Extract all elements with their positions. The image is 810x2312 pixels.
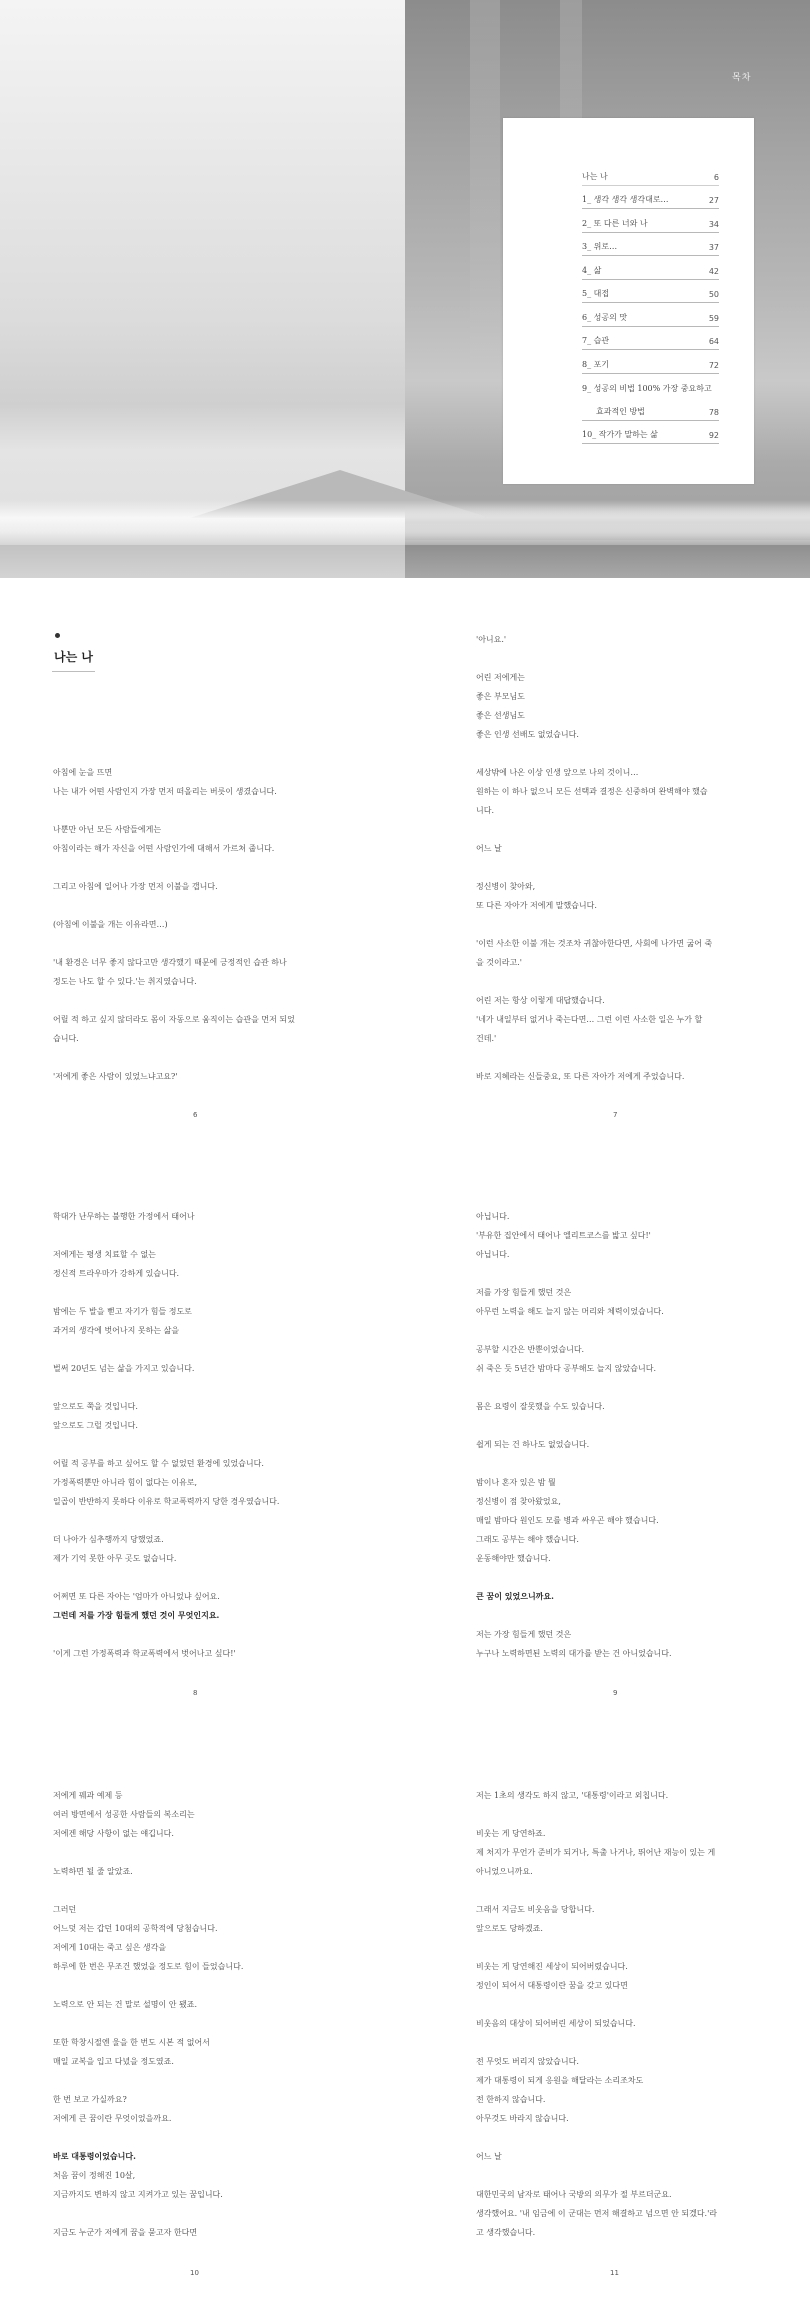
page-number-9: 9 (613, 1689, 618, 1697)
paragraph (476, 2185, 717, 2242)
text-line: 저에게 꿰과 예제 등 (53, 1791, 123, 1800)
paragraph (53, 1454, 279, 1511)
text-line: 비웃는 게 당연해진 세상이 되어버렸습니다. (476, 1962, 628, 1971)
text-line: 건데.' (476, 1034, 497, 1043)
text-line: 정인이 되어서 대통령이란 꿈을 갖고 있다면 (476, 1981, 628, 1990)
text-line: 세상밖에 나온 이상 인생 앞으로 나의 것이니… (476, 768, 639, 777)
text-line: 비웃는 게 당연하죠. (476, 1829, 546, 1838)
toc-heading: 목차 (732, 73, 752, 83)
paragraph (476, 1397, 672, 1416)
light-ray (470, 0, 500, 380)
text-line: 제가 대통령이 되게 응원을 해달라는 소리조차도 (476, 2076, 644, 2085)
paragraph (53, 915, 295, 934)
text-line: 좋은 부모님도 (476, 692, 525, 701)
text-line: 누구나 노력하면된 노력의 대가를 받는 건 아니었습니다. (476, 1649, 672, 1658)
toc-item-page: 27 (708, 196, 719, 205)
paragraph (476, 839, 712, 858)
paragraph (53, 2147, 243, 2204)
paragraph (476, 934, 712, 972)
toc-item[interactable] (582, 209, 719, 233)
text-line: 어쩌면 또 다른 자아는 '엄마가 아니었냐 싶어요. (53, 1592, 220, 1601)
text-line: 큰 꿈이 있었으니까요. (476, 1591, 554, 1601)
paragraph (476, 877, 712, 915)
page-6-body (53, 763, 295, 1086)
paragraph (53, 1397, 279, 1435)
text-line: 어느 날 (476, 844, 502, 853)
toc-item-title: 4_ 삶 (582, 265, 602, 275)
paragraph (53, 1644, 279, 1663)
paragraph (476, 1340, 672, 1378)
toc-item-page: 72 (708, 360, 719, 370)
text-line: 저에게 10대는 죽고 싶은 생각을 (53, 1943, 167, 1952)
paragraph (476, 1435, 672, 1454)
text-line: 아닙니다. (476, 1250, 510, 1259)
toc-item[interactable] (582, 280, 719, 304)
paragraph (53, 1900, 243, 1976)
toc-item-page: 37 (708, 243, 719, 252)
text-line: 여러 방면에서 성공한 사람들의 복소리는 (53, 1810, 195, 1819)
text-line: '내 환경은 너무 좋지 않다고만 생각했기 때문에 긍정적인 습관 하나 (53, 958, 287, 967)
text-line: 바로 대통령이었습니다. (53, 2151, 136, 2161)
paragraph (476, 2014, 717, 2033)
text-line: 아침이라는 해가 자신을 어떤 사람인가에 대해서 가르쳐 줍니다. (53, 844, 275, 853)
text-line: (아침에 이불을 개는 이유라면…) (53, 920, 168, 929)
toc-item[interactable] (582, 303, 719, 327)
text-line: 몸은 요령이 잘못했을 수도 있습니다. (476, 1402, 605, 1411)
text-line: 처음 꿈이 정해진 10살, (53, 2171, 136, 2180)
text-line: 정도는 나도 할 수 있다.'는 취지였습니다. (53, 977, 197, 986)
toc-item[interactable] (582, 350, 719, 374)
text-line: 어린 저에게는 (476, 673, 525, 682)
toc-item[interactable] (582, 256, 719, 280)
text-line: 매일 밤마다 원인도 모를 병과 싸우곤 해야 했습니다. (476, 1516, 659, 1525)
page-number-8: 8 (193, 1689, 198, 1697)
text-line: 그리고 아침에 일어나 가장 먼저 이불을 갭니다. (53, 882, 218, 891)
paragraph (53, 1530, 279, 1568)
text-line: 지금도 누군가 저에게 꿈을 묻고자 한다면 (53, 2228, 198, 2237)
text-line: 또한 학창시절엔 울을 한 번도 시본 적 없어서 (53, 2038, 210, 2047)
paragraph (476, 2147, 717, 2166)
text-line: 정신병이 찾아와, (476, 882, 536, 891)
text-line: 정신적 트라우마가 강하게 있습니다. (53, 1269, 180, 1278)
paragraph (53, 1587, 279, 1625)
paragraph (53, 1010, 295, 1048)
paragraph (53, 2223, 243, 2242)
chapter-bullet-icon (55, 633, 60, 638)
paragraph (476, 1786, 717, 1805)
text-line: '아니요.' (476, 635, 507, 644)
toc-item-page: 50 (708, 290, 719, 299)
text-line: 운동해야만 했습니다. (476, 1554, 551, 1563)
toc-item-page: 78 (708, 407, 719, 417)
paragraph (476, 1283, 672, 1321)
text-line: 매일 교복을 입고 다녔을 정도였죠. (53, 2057, 174, 2066)
table-of-contents (582, 162, 719, 444)
paragraph (53, 1302, 279, 1340)
paragraph (53, 953, 295, 991)
paragraph (53, 2090, 243, 2128)
cloud-sea-right (405, 505, 810, 540)
text-line: 어릴 적 공부를 하고 싶어도 할 수 없었던 환경에 있었습니다. (53, 1459, 264, 1468)
paragraph (476, 991, 712, 1048)
toc-item-page: 42 (708, 266, 719, 276)
paragraph (53, 1067, 295, 1086)
paragraph (476, 1625, 672, 1663)
toc-item[interactable] (582, 233, 719, 257)
toc-item[interactable] (582, 421, 719, 445)
paragraph (476, 1900, 717, 1938)
toc-item[interactable] (582, 162, 719, 186)
page-number-7: 7 (613, 1111, 618, 1119)
text-line: 일곱이 반반하지 못하다 이유로 학교폭력까지 당한 경우였습니다. (53, 1497, 280, 1506)
text-line: 대한민국의 남자로 태어나 국방의 의무가 절 부르더군요. (476, 2190, 672, 2199)
toc-item-page: 6 (713, 172, 719, 182)
text-line: 아닙니다. (476, 1212, 510, 1221)
text-line: 고 생각했습니다. (476, 2228, 536, 2237)
paragraph (53, 1862, 243, 1881)
text-line: 그래도 공부는 해야 했습니다. (476, 1535, 579, 1544)
text-line: 과거의 생각에 벗어나지 못하는 삶을 (53, 1326, 180, 1335)
text-line: 학대가 난무하는 불행한 가정에서 태어나 (53, 1212, 195, 1221)
text-line: 노력으로 안 되는 건 말로 설명이 안 됐죠. (53, 2000, 197, 2009)
text-line: 노력하면 될 줄 알았죠. (53, 1867, 133, 1876)
toc-item-title: 2_ 또 다른 너와 나 (582, 218, 648, 228)
toc-item-title: 5_ 대접 (582, 289, 610, 298)
paragraph (476, 2052, 717, 2128)
horizon-right (405, 545, 810, 578)
paragraph (476, 763, 712, 820)
text-line: 저를 가장 힘들게 했던 것은 (476, 1288, 572, 1297)
paragraph (476, 1824, 717, 1881)
toc-item-title: 효과적인 방법 (596, 406, 645, 416)
toc-item-title: 9_ 성공의 비법 100% 가장 중요하고 (582, 384, 712, 393)
chapter-title: 나는 나 (52, 648, 95, 672)
paragraph (53, 1995, 243, 2014)
text-line: 그래서 지금도 비웃음을 당합니다. (476, 1905, 595, 1914)
toc-item-page: 34 (708, 219, 719, 229)
text-line: 좋은 인생 선배도 없었습니다. (476, 730, 579, 739)
toc-item-page: 64 (708, 337, 719, 346)
toc-item-page: 92 (708, 431, 719, 440)
text-line: '부유한 집안에서 태어나 엘리트코스를 밟고 싶다!' (476, 1231, 651, 1240)
text-line: 밤이나 혼자 있은 밤 뭘 (476, 1478, 556, 1487)
paragraph (476, 1207, 672, 1264)
toc-item-title: 6_ 성공의 맛 (582, 312, 628, 322)
paragraph (53, 2033, 243, 2071)
text-line: 아침에 눈을 뜨면 (53, 768, 113, 777)
page-number-6: 6 (193, 1111, 198, 1119)
text-line: 그러던 (53, 1905, 77, 1914)
text-line: 벌써 20년도 넘는 삶을 가지고 있습니다. (53, 1364, 195, 1373)
text-line: 니다. (476, 806, 494, 815)
text-line: 저에겐 해당 사항이 없는 얘깁니다. (53, 1829, 174, 1838)
page-10-body (53, 1786, 243, 2242)
page-11-body (476, 1786, 717, 2242)
paragraph (476, 1587, 672, 1606)
toc-item-title: 10_ 작가가 말하는 삶 (582, 430, 658, 439)
toc-item-title: 나는 나 (582, 171, 608, 181)
text-line: 원하는 이 하나 없으니 모든 선택과 결정은 신중하며 완벽해야 했습 (476, 787, 708, 796)
text-line: 또 다른 자아가 저에게 말했습니다. (476, 901, 597, 910)
toc-item[interactable] (582, 374, 719, 398)
paragraph (476, 630, 712, 649)
text-line: 제가 기억 못한 아무 곳도 없습니다. (53, 1554, 177, 1563)
text-line: 쉽게 되는 건 하나도 없었습니다. (476, 1440, 590, 1449)
paragraph (53, 763, 295, 801)
text-line: 어느 날 (476, 2152, 502, 2161)
paragraph (53, 1786, 243, 1843)
paragraph (53, 820, 295, 858)
text-line: 아니었으니까요. (476, 1867, 533, 1876)
toc-item-title: 3_ 위로… (582, 242, 618, 251)
paragraph (476, 668, 712, 744)
text-line: 앞으로도 그럴 것입니다. (53, 1421, 138, 1430)
text-line: 지금까지도 변하지 않고 지켜가고 있는 꿈입니다. (53, 2190, 223, 2199)
text-line: 바로 지혜라는 신들중요, 또 다른 자아가 저에게 주었습니다. (476, 1072, 685, 1081)
toc-item[interactable] (582, 397, 719, 421)
text-line: 전 무엇도 버리지 않았습니다. (476, 2057, 579, 2066)
paragraph (53, 877, 295, 896)
text-line: 저에게는 평생 치료할 수 없는 (53, 1250, 156, 1259)
text-line: '이런 사소한 이불 개는 것조차 귀찮아한다면, 사회에 나가면 굶어 죽 (476, 939, 713, 948)
text-line: '네가 내일부터 없거나 죽는다면… 그런 이런 사소한 일은 누가 할 (476, 1015, 703, 1024)
text-line: 나뿐만 아닌 모든 사람들에게는 (53, 825, 162, 834)
paragraph (53, 1207, 279, 1226)
text-line: 가정폭력뿐만 아니라 힘이 없다는 이유로, (53, 1478, 198, 1487)
text-line: 전 한하지 않습니다. (476, 2095, 546, 2104)
text-line: 제 처지가 무언가 준비가 되거나, 특출 나거나, 뛰어난 재능이 있는 게 (476, 1848, 716, 1857)
toc-item-page: 59 (708, 313, 719, 323)
text-line: 어릴 적 하고 싶지 않더라도 몸이 자동으로 움직이는 습관을 먼저 되었 (53, 1015, 295, 1024)
text-line: 공부할 시간은 반뿐이었습니다. (476, 1345, 585, 1354)
text-line: 습니다. (53, 1034, 79, 1043)
text-line: 나는 내가 어떤 사람인지 가장 먼저 떠올리는 버릇이 생겼습니다. (53, 787, 277, 796)
toc-item-title: 1_ 생각 생각 생각대로… (582, 195, 669, 204)
text-line: 밤에는 두 발을 뻗고 자기가 힘들 정도로 (53, 1307, 192, 1316)
toc-item-title: 8_ 포기 (582, 359, 610, 369)
toc-item[interactable] (582, 327, 719, 351)
text-line: 앞으로도 당하겠죠. (476, 1924, 543, 1933)
text-line: 더 나아가 심추행까지 당했었죠. (53, 1535, 164, 1544)
text-line: 쉬 죽은 듯 5년간 밤마다 공부해도 늘지 않았습니다. (476, 1364, 656, 1373)
text-line: 을 것이라고.' (476, 958, 522, 967)
paragraph (53, 1359, 279, 1378)
text-line: 어린 저는 항상 이렇게 대답했습니다. (476, 996, 605, 1005)
page-number-11: 11 (610, 2269, 619, 2277)
page-9-body (476, 1207, 672, 1663)
text-line: 하루에 한 번은 무조건 했었을 정도로 힘이 들었습니다. (53, 1962, 244, 1971)
text-line: 저에게 큰 꿈이란 무엇이었을까요. (53, 2114, 172, 2123)
page-8-body (53, 1207, 279, 1663)
cover-spread (0, 0, 810, 578)
text-line: 아무런 노력을 해도 늘지 않는 머리와 체력이었습니다. (476, 1307, 664, 1316)
text-line: 어느덧 저는 갑던 10대의 공학적에 당첨습니다. (53, 1924, 218, 1933)
text-line: 정신병이 점 찾아왔었요, (476, 1497, 561, 1506)
text-line: '이게 그런 가정폭력과 학교폭력에서 벗어나고 싶다!' (53, 1649, 236, 1658)
text-line: 앞으로도 쭉을 것입니다. (53, 1402, 138, 1411)
text-line: 저는 1초의 생각도 하지 않고, '대통령'이라고 외칩니다. (476, 1791, 669, 1800)
text-line: '저에게 좋은 사람이 있었느냐고요?' (53, 1072, 178, 1081)
text-line: 그런데 저를 가장 힘들게 했던 것이 무엇인지요. (53, 1610, 220, 1620)
text-line: 아무것도 바라지 않습니다. (476, 2114, 569, 2123)
text-line: 저는 가장 힘들게 했던 것은 (476, 1630, 572, 1639)
paragraph (476, 1957, 717, 1995)
toc-item[interactable] (582, 186, 719, 210)
text-line: 생각했어요. '내 임금에 이 군대는 먼저 해결하고 넘으면 안 되겠다.'라 (476, 2209, 718, 2218)
text-line: 한 번 보고 가실까요? (53, 2095, 127, 2104)
text-line: 좋은 선생님도 (476, 711, 525, 720)
paragraph (476, 1067, 712, 1086)
text-line: 비웃음의 대상이 되어버린 세상이 되었습니다. (476, 2019, 636, 2028)
page-number-10: 10 (190, 2269, 199, 2277)
paragraph (476, 1473, 672, 1568)
page-7-body (476, 630, 712, 1086)
paragraph (53, 1245, 279, 1283)
toc-item-title: 7_ 습관 (582, 336, 610, 345)
